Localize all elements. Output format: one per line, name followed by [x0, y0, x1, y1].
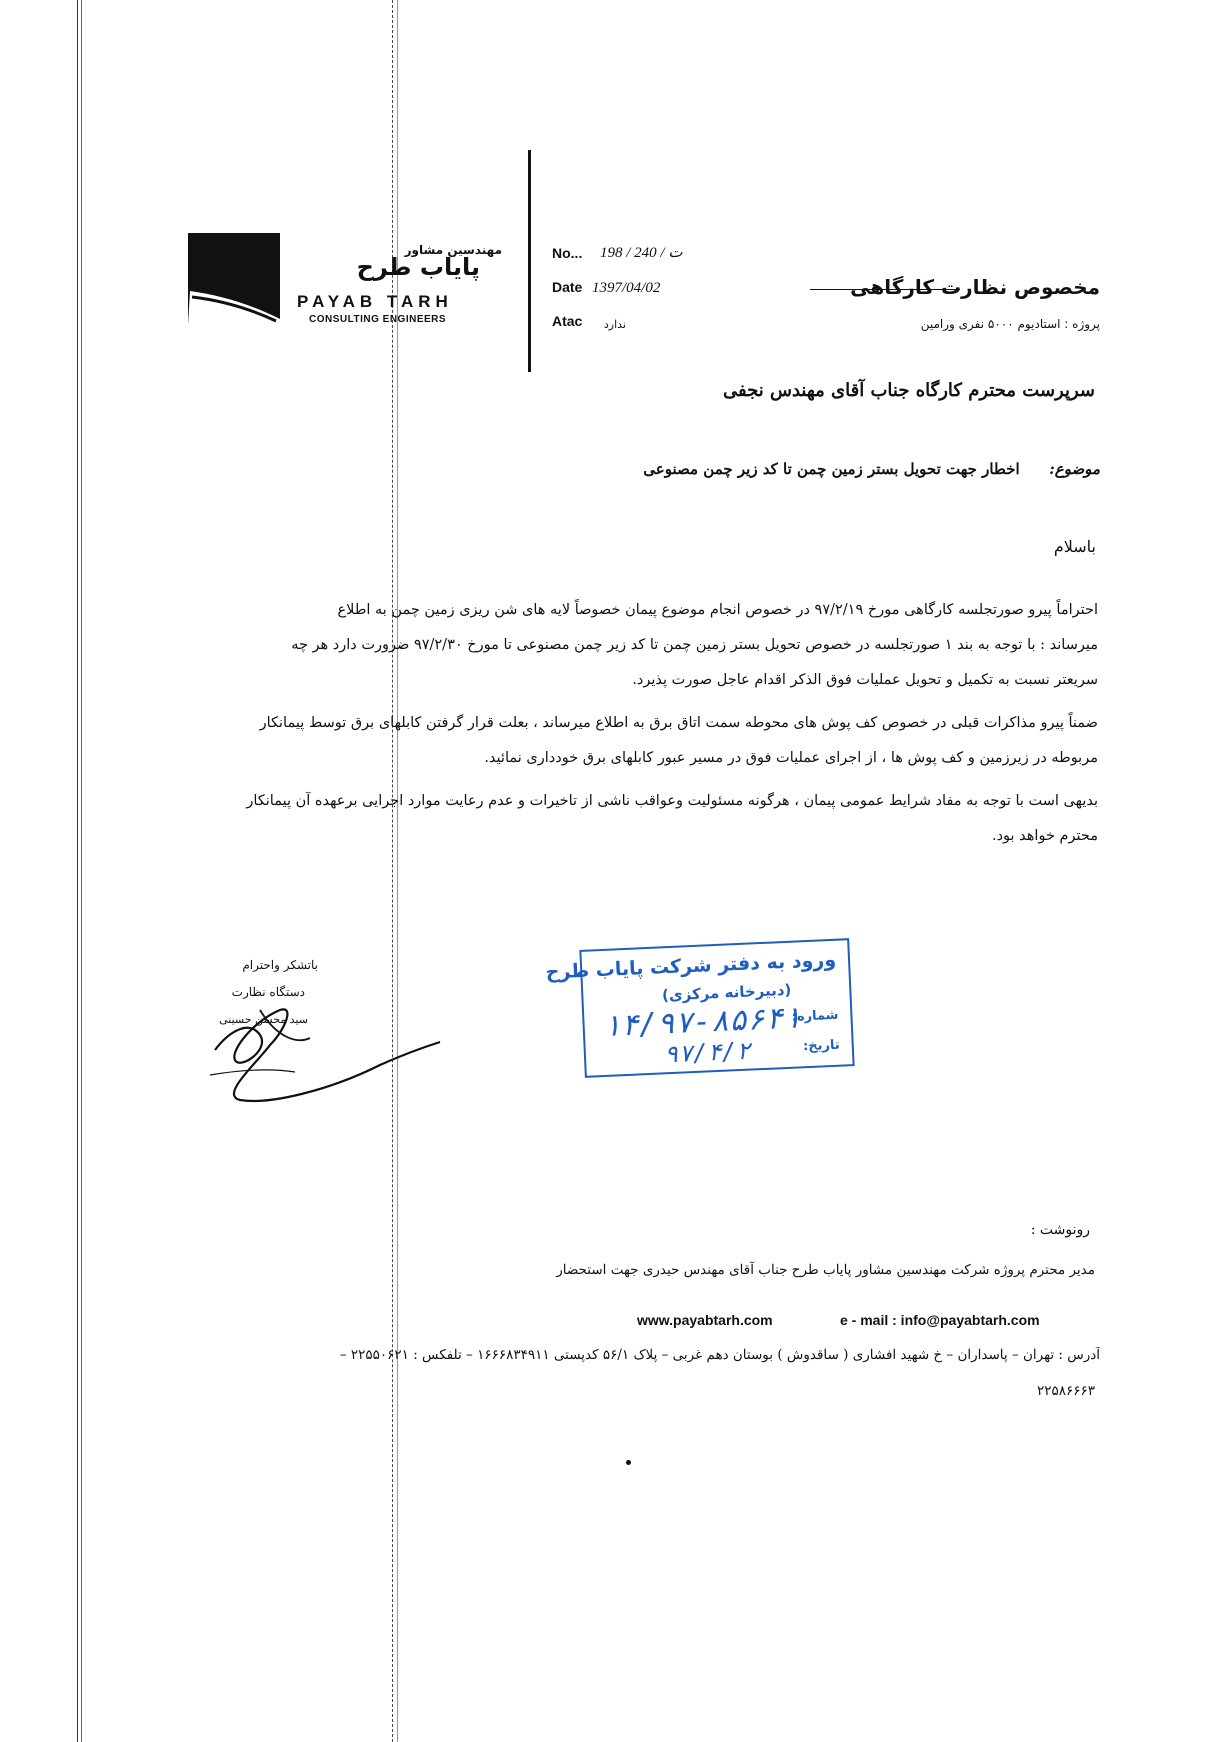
logo-fa-small-text: مهندسین مشاور — [404, 243, 502, 257]
paragraph — [140, 593, 1098, 698]
header-divider — [528, 150, 531, 372]
scan-artifact-line — [77, 0, 78, 1742]
ref-atac-value: ندارد — [603, 318, 626, 331]
signature-scribble-icon — [200, 990, 450, 1110]
website-link[interactable]: www.payabtarh.com — [637, 1312, 773, 1328]
ref-date-value: 1397/04/02 — [592, 280, 661, 296]
stamp-date-label: تاریخ: — [802, 1037, 841, 1055]
ref-no-label: No... — [552, 245, 583, 261]
paragraph-line: میرساند : با توجه به بند ۱ صورتجلسه در خصوص تحویل بستر زمین چمن تا کد زیر چمن مصنوعی تا مورخ ۹۷/۲/۳۰ ضرورت دارد هر چه — [291, 637, 1098, 653]
header-title: مخصوص نظارت کارگاهی — [850, 275, 1100, 299]
logo-en-subtitle: CONSULTING ENGINEERS — [309, 314, 447, 325]
ref-atac-label: Atac — [552, 313, 583, 329]
paragraph-line: احتراماً پیرو صورتجلسه کارگاهی مورخ ۹۷/۲/۱۹ در خصوص انجام موضوع پیمان خصوصاً لایه های شن ریزی زمین چمن به اطلاع — [337, 602, 1098, 618]
cc-text: مدیر محترم پروژه شرکت مهندسین مشاور پایاب طرح جناب آقای مهندس حیدری جهت استحضار — [556, 1262, 1095, 1278]
ref-no-value: 198 / ت / 240 — [600, 245, 683, 261]
signature-closing: باتشکر واحترام — [242, 958, 318, 972]
paragraph-line: مربوطه در زیرزمین و کف پوش ها ، از اجرای عملیات فوق در مسیر عبور کابلهای برق خودداری نمائید. — [484, 750, 1098, 766]
paragraph-line: ضمناً پیرو مذاکرات قبلی در خصوص کف پوش های محوطه سمت اتاق برق به اطلاع میرساند ، بعلت قرار گرفتن کابلهای برق توسط پیمانکار — [259, 715, 1098, 731]
greeting: باسلام — [1053, 537, 1096, 556]
logo-fa-name: پایاب طرح — [356, 253, 480, 281]
stamp-number-label: شماره: — [791, 1007, 839, 1025]
project-name: پروژه : استادیوم ۵۰۰۰ نفری ورامین — [920, 317, 1100, 331]
paragraph — [140, 706, 1098, 776]
subject-text: اخطار جهت تحویل بستر زمین چمن تا کد زیر چمن مصنوعی — [643, 460, 1020, 478]
logo-en-name: PAYAB TARH — [297, 292, 453, 311]
scan-artifact-line — [81, 0, 82, 1742]
stamp-subtitle: (دبیرخانه مرکزی) — [661, 980, 792, 1005]
speck-dot — [626, 1460, 631, 1465]
received-stamp — [545, 938, 854, 1078]
paragraph — [140, 784, 1098, 854]
email-link[interactable]: e - mail : info@payabtarh.com — [840, 1312, 1040, 1328]
ref-date-label: Date — [552, 279, 583, 295]
letter-body — [140, 593, 1098, 854]
stamp-date-value: ۹۷/۴/۲ — [663, 1036, 752, 1069]
subject-line — [400, 460, 1100, 478]
paragraph-line: محترم خواهد بود. — [991, 828, 1098, 844]
paragraph-line: بدیهی است با توجه به مفاد شرایط عمومی پیمان ، هرگونه مسئولیت وعواقب ناشی از تاخیرات و عدم رعایت موارد اجرایی برعهده آن پیمانکار — [246, 793, 1098, 809]
logo-mark-icon — [188, 233, 280, 325]
address-line: آدرس : تهران – پاسداران – خ شهید افشاری ( ساقدوش ) بوستان دهم غربی – پلاک ۵۶/۱ کدپستی ۱۶۶۶۸۳۴۹۱۱ – تلفکس : ۲۲۵۵۰۶۲۱ – — [339, 1347, 1100, 1363]
subject-label: موضوع: — [1049, 460, 1100, 478]
cc-label: رونوشت : — [1030, 1222, 1090, 1238]
addressee: سرپرست محترم کارگاه جناب آقای مهندس نجفی — [722, 380, 1095, 401]
signature-name: سید محسن حسینی — [219, 1013, 308, 1026]
stamp-number-value: ۱۴/۹۷-۸۵۶۴۱ — [601, 1000, 802, 1044]
address-line: ۲۲۵۸۶۶۶۳ — [1036, 1383, 1095, 1399]
paragraph-line: سریعتر نسبت به تکمیل و تحویل عملیات فوق الذکر اقدام عاجل صورت پذیرد. — [632, 672, 1098, 688]
header-title-underline — [810, 289, 960, 290]
stamp-title: ورود به دفتر شرکت پایاب طرح — [545, 948, 837, 984]
signature-org: دستگاه نظارت — [231, 985, 305, 999]
